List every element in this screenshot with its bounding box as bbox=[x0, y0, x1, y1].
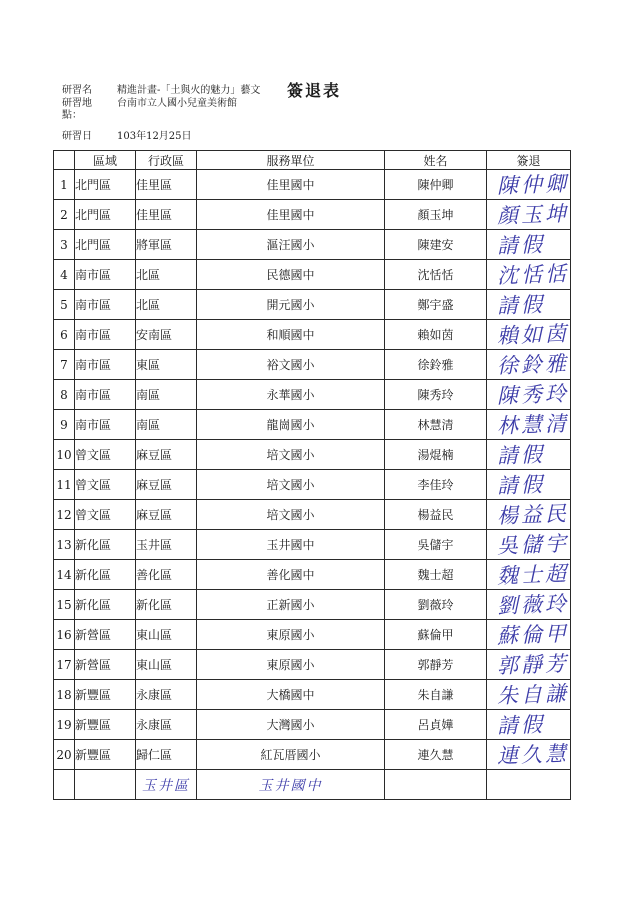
col-header-region: 區域 bbox=[75, 151, 136, 170]
table-row bbox=[54, 620, 571, 650]
region-cell: 南市區 bbox=[75, 350, 136, 380]
district-cell: 歸仁區 bbox=[136, 740, 197, 770]
district-cell: 永康區 bbox=[136, 710, 197, 740]
extra-sign-cell bbox=[487, 770, 571, 800]
unit-cell: 裕文國小 bbox=[197, 350, 385, 380]
district-cell: 南區 bbox=[136, 410, 197, 440]
district-cell: 新化區 bbox=[136, 590, 197, 620]
table-row bbox=[54, 260, 571, 290]
table-row bbox=[54, 680, 571, 710]
col-header-signout: 簽退 bbox=[487, 151, 571, 170]
table-row bbox=[54, 560, 571, 590]
district-cell: 將軍區 bbox=[136, 230, 197, 260]
venue-label: 研習地 bbox=[62, 98, 92, 109]
row-number: 19 bbox=[54, 710, 75, 740]
signature-cell bbox=[487, 650, 571, 680]
unit-cell: 善化國中 bbox=[197, 560, 385, 590]
district-cell: 東山區 bbox=[136, 620, 197, 650]
name-cell: 郭靜芳 bbox=[385, 650, 487, 680]
signature-cell bbox=[487, 440, 571, 470]
extra-district-cell bbox=[136, 770, 197, 800]
row-number: 1 bbox=[54, 170, 75, 200]
name-cell: 劉薇玲 bbox=[385, 590, 487, 620]
name-cell: 楊益民 bbox=[385, 500, 487, 530]
handwritten-signature: 請假 bbox=[496, 471, 546, 498]
district-cell: 東山區 bbox=[136, 650, 197, 680]
unit-cell: 培文國小 bbox=[197, 470, 385, 500]
handwritten-signature: 請假 bbox=[496, 711, 546, 738]
row-number: 5 bbox=[54, 290, 75, 320]
row-number: 3 bbox=[54, 230, 75, 260]
handwritten-signature: 賴如茵 bbox=[496, 321, 570, 348]
row-number: 15 bbox=[54, 590, 75, 620]
signature-cell bbox=[487, 710, 571, 740]
extra-district-handwriting: 玉井區 bbox=[142, 777, 190, 794]
handwritten-signature: 請假 bbox=[496, 291, 546, 318]
signature-cell bbox=[487, 320, 571, 350]
district-cell: 東區 bbox=[136, 350, 197, 380]
handwritten-signature: 連久慧 bbox=[496, 741, 570, 768]
table-row bbox=[54, 740, 571, 770]
region-cell: 南市區 bbox=[75, 410, 136, 440]
table-row bbox=[54, 500, 571, 530]
region-cell: 北門區 bbox=[75, 200, 136, 230]
row-number: 11 bbox=[54, 470, 75, 500]
extra-unit-cell bbox=[197, 770, 385, 800]
row-number: 18 bbox=[54, 680, 75, 710]
signature-cell bbox=[487, 230, 571, 260]
row-number: 2 bbox=[54, 200, 75, 230]
table-header-row bbox=[54, 151, 571, 170]
unit-cell: 開元國小 bbox=[197, 290, 385, 320]
row-number: 12 bbox=[54, 500, 75, 530]
name-cell: 陳建安 bbox=[385, 230, 487, 260]
handwritten-signature: 魏士超 bbox=[496, 561, 570, 588]
table-row bbox=[54, 530, 571, 560]
region-cell: 北門區 bbox=[75, 230, 136, 260]
district-cell: 永康區 bbox=[136, 680, 197, 710]
extra-region-cell bbox=[75, 770, 136, 800]
region-cell: 新化區 bbox=[75, 530, 136, 560]
table-row bbox=[54, 470, 571, 500]
unit-cell: 東原國小 bbox=[197, 650, 385, 680]
unit-cell: 和順國中 bbox=[197, 320, 385, 350]
table-row bbox=[54, 410, 571, 440]
unit-cell: 玉井國中 bbox=[197, 530, 385, 560]
signature-cell bbox=[487, 290, 571, 320]
handwritten-signature: 沈恬恬 bbox=[496, 261, 570, 288]
region-cell: 曾文區 bbox=[75, 440, 136, 470]
signature-cell bbox=[487, 530, 571, 560]
region-cell: 新化區 bbox=[75, 590, 136, 620]
name-cell: 林慧清 bbox=[385, 410, 487, 440]
row-number: 20 bbox=[54, 740, 75, 770]
name-cell: 陳仲卿 bbox=[385, 170, 487, 200]
region-cell: 曾文區 bbox=[75, 500, 136, 530]
region-cell: 新豐區 bbox=[75, 710, 136, 740]
name-cell: 吳儲宇 bbox=[385, 530, 487, 560]
district-cell: 南區 bbox=[136, 380, 197, 410]
handwritten-signature: 蘇倫甲 bbox=[496, 621, 570, 648]
handwritten-signature: 陳仲卿 bbox=[496, 171, 570, 198]
table-row bbox=[54, 710, 571, 740]
district-cell: 北區 bbox=[136, 290, 197, 320]
unit-cell: 大橋國中 bbox=[197, 680, 385, 710]
handwritten-signature: 請假 bbox=[496, 231, 546, 258]
extra-name-cell bbox=[385, 770, 487, 800]
name-cell: 呂貞嬅 bbox=[385, 710, 487, 740]
extra-number-cell bbox=[54, 770, 75, 800]
district-cell: 玉井區 bbox=[136, 530, 197, 560]
region-cell: 南市區 bbox=[75, 260, 136, 290]
unit-cell: 民德國中 bbox=[197, 260, 385, 290]
signature-cell bbox=[487, 380, 571, 410]
page-title: 簽退表 bbox=[287, 81, 342, 100]
handwritten-signature: 劉薇玲 bbox=[496, 591, 570, 618]
row-number: 17 bbox=[54, 650, 75, 680]
signature-cell bbox=[487, 200, 571, 230]
row-number: 4 bbox=[54, 260, 75, 290]
date-value: 103年12月25日 bbox=[117, 131, 192, 142]
unit-cell: 正新國小 bbox=[197, 590, 385, 620]
program-name: 精進計畫-「土與火的魅力」藝文 bbox=[117, 85, 261, 96]
region-cell: 新營區 bbox=[75, 650, 136, 680]
handwritten-signature: 朱自謙 bbox=[496, 681, 570, 708]
region-cell: 新豐區 bbox=[75, 740, 136, 770]
table-row bbox=[54, 230, 571, 260]
signature-cell bbox=[487, 500, 571, 530]
col-header-unit: 服務單位 bbox=[197, 151, 385, 170]
handwritten-signature: 林慧清 bbox=[496, 411, 570, 438]
signature-cell bbox=[487, 170, 571, 200]
table-row bbox=[54, 380, 571, 410]
handwritten-signature: 顏玉坤 bbox=[496, 201, 570, 228]
table-row bbox=[54, 200, 571, 230]
handwritten-signature: 請假 bbox=[496, 441, 546, 468]
region-cell: 南市區 bbox=[75, 380, 136, 410]
row-number: 14 bbox=[54, 560, 75, 590]
region-cell: 北門區 bbox=[75, 170, 136, 200]
date-label: 研習日 bbox=[62, 131, 92, 142]
venue-name: 台南市立人國小兒童美術館 bbox=[117, 98, 237, 109]
district-cell: 麻豆區 bbox=[136, 470, 197, 500]
handwritten-signature: 吳儲宇 bbox=[496, 531, 570, 558]
name-cell: 顏玉坤 bbox=[385, 200, 487, 230]
row-number: 16 bbox=[54, 620, 75, 650]
unit-cell: 大灣國小 bbox=[197, 710, 385, 740]
unit-cell: 龍崗國小 bbox=[197, 410, 385, 440]
handwritten-signature: 楊益民 bbox=[496, 501, 570, 528]
district-cell: 善化區 bbox=[136, 560, 197, 590]
district-cell: 麻豆區 bbox=[136, 500, 197, 530]
row-number: 10 bbox=[54, 440, 75, 470]
signature-cell bbox=[487, 260, 571, 290]
name-cell: 徐鈴雅 bbox=[385, 350, 487, 380]
program-label: 研習名 bbox=[62, 85, 92, 96]
name-cell: 鄭宇盛 bbox=[385, 290, 487, 320]
name-cell: 連久慧 bbox=[385, 740, 487, 770]
handwritten-signature: 陳秀玲 bbox=[496, 381, 570, 408]
name-cell: 李佳玲 bbox=[385, 470, 487, 500]
unit-cell: 東原國小 bbox=[197, 620, 385, 650]
table-row bbox=[54, 650, 571, 680]
row-number: 6 bbox=[54, 320, 75, 350]
row-number: 13 bbox=[54, 530, 75, 560]
signout-table bbox=[53, 150, 571, 800]
unit-cell: 佳里國中 bbox=[197, 200, 385, 230]
name-cell: 陳秀玲 bbox=[385, 380, 487, 410]
region-cell: 曾文區 bbox=[75, 470, 136, 500]
col-header-name: 姓名 bbox=[385, 151, 487, 170]
signature-cell bbox=[487, 680, 571, 710]
table-row bbox=[54, 590, 571, 620]
col-header-number bbox=[54, 151, 75, 170]
name-cell: 沈恬恬 bbox=[385, 260, 487, 290]
unit-cell: 佳里國中 bbox=[197, 170, 385, 200]
signature-cell bbox=[487, 560, 571, 590]
table-row bbox=[54, 440, 571, 470]
district-cell: 安南區 bbox=[136, 320, 197, 350]
name-cell: 蘇倫甲 bbox=[385, 620, 487, 650]
name-cell: 朱自謙 bbox=[385, 680, 487, 710]
district-cell: 佳里區 bbox=[136, 200, 197, 230]
region-cell: 南市區 bbox=[75, 290, 136, 320]
extra-unit-handwriting: 玉井國中 bbox=[258, 777, 323, 794]
handwritten-signature: 徐鈴雅 bbox=[496, 351, 570, 378]
region-cell: 南市區 bbox=[75, 320, 136, 350]
region-cell: 新豐區 bbox=[75, 680, 136, 710]
signature-cell bbox=[487, 620, 571, 650]
venue-label-cont: 點： bbox=[62, 110, 82, 121]
table-row bbox=[54, 320, 571, 350]
signature-cell bbox=[487, 590, 571, 620]
table-row-handwritten-extra bbox=[54, 770, 571, 800]
row-number: 9 bbox=[54, 410, 75, 440]
unit-cell: 培文國小 bbox=[197, 440, 385, 470]
row-number: 7 bbox=[54, 350, 75, 380]
name-cell: 魏士超 bbox=[385, 560, 487, 590]
table-row bbox=[54, 290, 571, 320]
name-cell: 湯焜楠 bbox=[385, 440, 487, 470]
unit-cell: 培文國小 bbox=[197, 500, 385, 530]
region-cell: 新營區 bbox=[75, 620, 136, 650]
name-cell: 賴如茵 bbox=[385, 320, 487, 350]
signature-cell bbox=[487, 740, 571, 770]
signature-cell bbox=[487, 350, 571, 380]
unit-cell: 紅瓦厝國小 bbox=[197, 740, 385, 770]
unit-cell: 漚汪國小 bbox=[197, 230, 385, 260]
col-header-district: 行政區 bbox=[136, 151, 197, 170]
table-row bbox=[54, 350, 571, 380]
district-cell: 佳里區 bbox=[136, 170, 197, 200]
district-cell: 麻豆區 bbox=[136, 440, 197, 470]
region-cell: 新化區 bbox=[75, 560, 136, 590]
district-cell: 北區 bbox=[136, 260, 197, 290]
signature-cell bbox=[487, 470, 571, 500]
row-number: 8 bbox=[54, 380, 75, 410]
table-row bbox=[54, 170, 571, 200]
signature-cell bbox=[487, 410, 571, 440]
unit-cell: 永華國小 bbox=[197, 380, 385, 410]
handwritten-signature: 郭靜芳 bbox=[496, 651, 570, 678]
